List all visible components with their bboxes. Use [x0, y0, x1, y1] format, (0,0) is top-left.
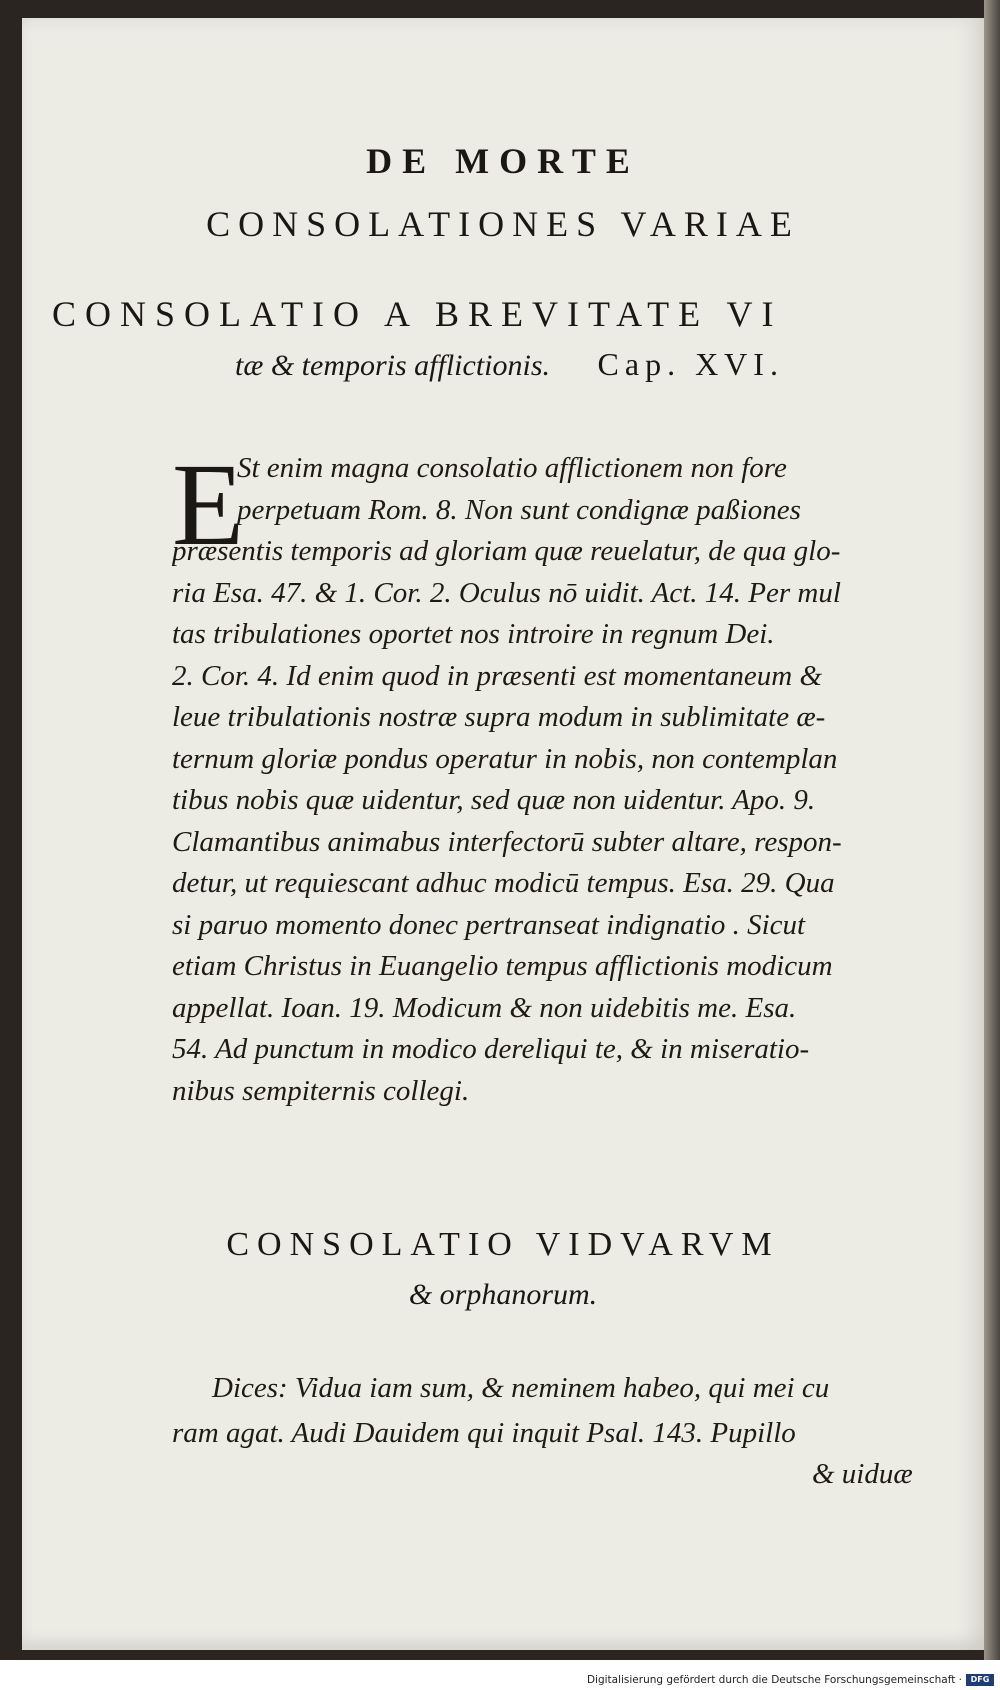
book-edge [984, 0, 1000, 1660]
digitization-footer [587, 1674, 994, 1686]
text-line: ria Esa. 47. & 1. Cor. 2. Oculus nō uidit. Act. 14. Per mul [172, 576, 841, 609]
text-line: si paruo momento donec pertranseat indignatio . Sicut [172, 908, 806, 941]
text-line: etiam Christus in Euangelio tempus afflictionis modicum [172, 950, 833, 982]
text-line: præsentis temporis ad gloriam quæ reuelatur, de qua glo- [172, 535, 841, 567]
book-page [22, 18, 987, 1650]
text-line: appellat. Ioan. 19. Modicum & non uidebitis me. Esa. [172, 991, 797, 1024]
paragraph-1 [172, 439, 955, 1112]
text-line: 54. Ad punctum in modico dereliqui te, & in miseratio- [172, 1033, 810, 1065]
page-subtitle: CONSOLATIONES VARIAE [206, 204, 800, 244]
dfg-logo-icon: DFG [966, 1674, 994, 1686]
text-line: 2. Cor. 4. Id enim quod in præsenti est momentaneum & [172, 659, 823, 692]
catchword: & uiduæ [812, 1458, 913, 1490]
text-line: ternum gloriæ pondus operatur in nobis, non contemplan [172, 742, 838, 775]
text-line: perpetuam Rom. 8. Non sunt condignæ paßiones [237, 493, 801, 526]
text-line: Dices: Vidua iam sum, & neminem habeo, qui mei cu [212, 1372, 830, 1404]
text-line: detur, ut requiescant adhuc modicū tempus. Esa. 29. Qua [172, 867, 835, 899]
drop-cap-initial: E [172, 439, 245, 570]
chapter-number: Cap. XVI. [597, 346, 784, 382]
text-line: leue tribulationis nostræ supra modum in sublimitate æ- [172, 701, 826, 733]
footer-credit-text: Digitalisierung gefördert durch die Deutsche Forschungsgemeinschaft · [586, 1674, 962, 1686]
chapter-title-line2: tæ & temporis afflictionis. [235, 349, 551, 382]
chapter-title: CONSOLATIO A BREVITATE VI [52, 294, 783, 334]
paragraph-2 [172, 1366, 955, 1456]
text-line: tibus nobis quæ uidentur, sed quæ non uidentur. Apo. 9. [172, 784, 816, 816]
text-line: ram agat. Audi Dauidem qui inquit Psal. 143. Pupillo [172, 1417, 796, 1449]
text-line: tas tribulationes oportet nos introire in regnum Dei. [172, 618, 775, 650]
text-line: nibus sempiternis collegi. [172, 1074, 470, 1107]
section-2-title: CONSOLATIO VIDVARVM [226, 1226, 780, 1263]
section-2-subtitle: & orphanorum. [408, 1278, 598, 1311]
chapter-title-continued [235, 346, 935, 383]
text-line: Clamantibus animabus interfectorū subter altare, respon- [172, 825, 842, 858]
text-line: St enim magna consolatio afflictionem non fore [237, 452, 787, 484]
running-title: DE MORTE [366, 141, 640, 181]
